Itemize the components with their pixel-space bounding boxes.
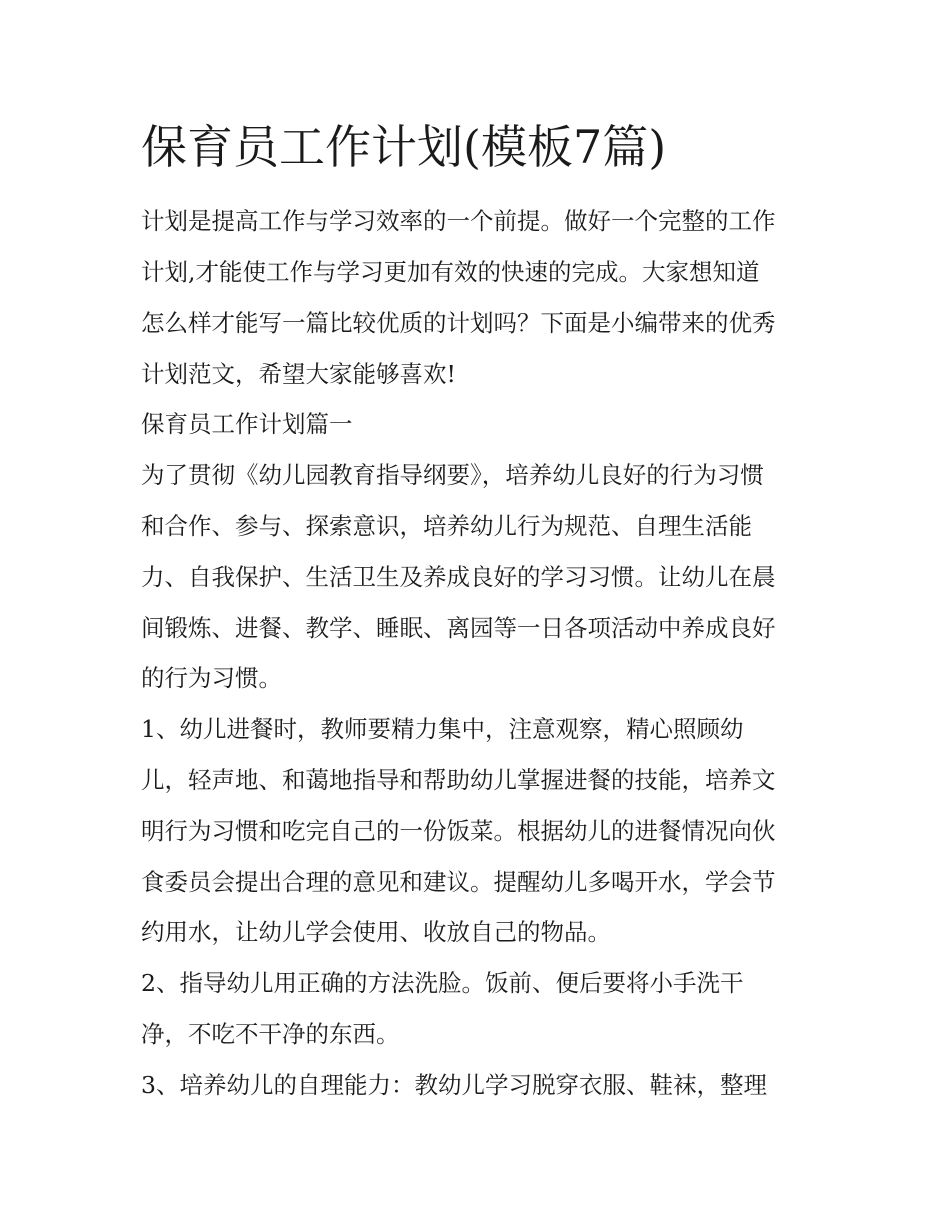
- paragraph-line: 为了贯彻《幼儿园教育指导纲要》，培养幼儿良好的行为习惯: [141, 461, 764, 489]
- list-item-line: 1、幼儿进餐时，教师要精力集中，注意观察，精心照顾幼: [141, 715, 744, 743]
- list-item-line: 约用水，让幼儿学会使用、收放自己的物品。: [141, 918, 611, 946]
- list-item-line: 儿，轻声地、和蔼地指导和帮助幼儿掌握进餐的技能，培养文: [141, 766, 776, 794]
- paragraph-line: 力、自我保护、生活卫生及养成良好的学习习惯。让幼儿在晨: [141, 563, 776, 591]
- list-item-line: 净，不吃不干净的东西。: [141, 1020, 400, 1048]
- paragraph-line: 计划范文，希望大家能够喜欢!: [141, 360, 456, 388]
- paragraph-line: 的行为习惯。: [141, 664, 282, 692]
- document-title: 保育员工作计划(模板7篇): [141, 120, 667, 174]
- paragraph-line: 和合作、参与、探索意识，培养幼儿行为规范、自理生活能: [141, 512, 752, 540]
- list-item-line: 3、培养幼儿的自理能力：教幼儿学习脱穿衣服、鞋袜，整理: [141, 1071, 767, 1099]
- list-item-line: 明行为习惯和吃完自己的一份饭菜。根据幼儿的进餐情况向伙: [141, 817, 776, 845]
- paragraph-line: 怎么样才能写一篇比较优质的计划吗？下面是小编带来的优秀: [141, 309, 776, 337]
- paragraph-line: 计划是提高工作与学习效率的一个前提。做好一个完整的工作: [141, 207, 776, 235]
- list-item-line: 食委员会提出合理的意见和建议。提醒幼儿多喝开水，学会节: [141, 868, 776, 896]
- paragraph-line: 计划,才能使工作与学习更加有效的快速的完成。大家想知道: [141, 258, 760, 286]
- list-item-line: 2、指导幼儿用正确的方法洗脸。饭前、便后要将小手洗干: [141, 969, 744, 997]
- section-heading: 保育员工作计划篇一: [141, 410, 353, 438]
- paragraph-line: 间锻炼、进餐、教学、睡眠、离园等一日各项活动中养成良好: [141, 614, 776, 642]
